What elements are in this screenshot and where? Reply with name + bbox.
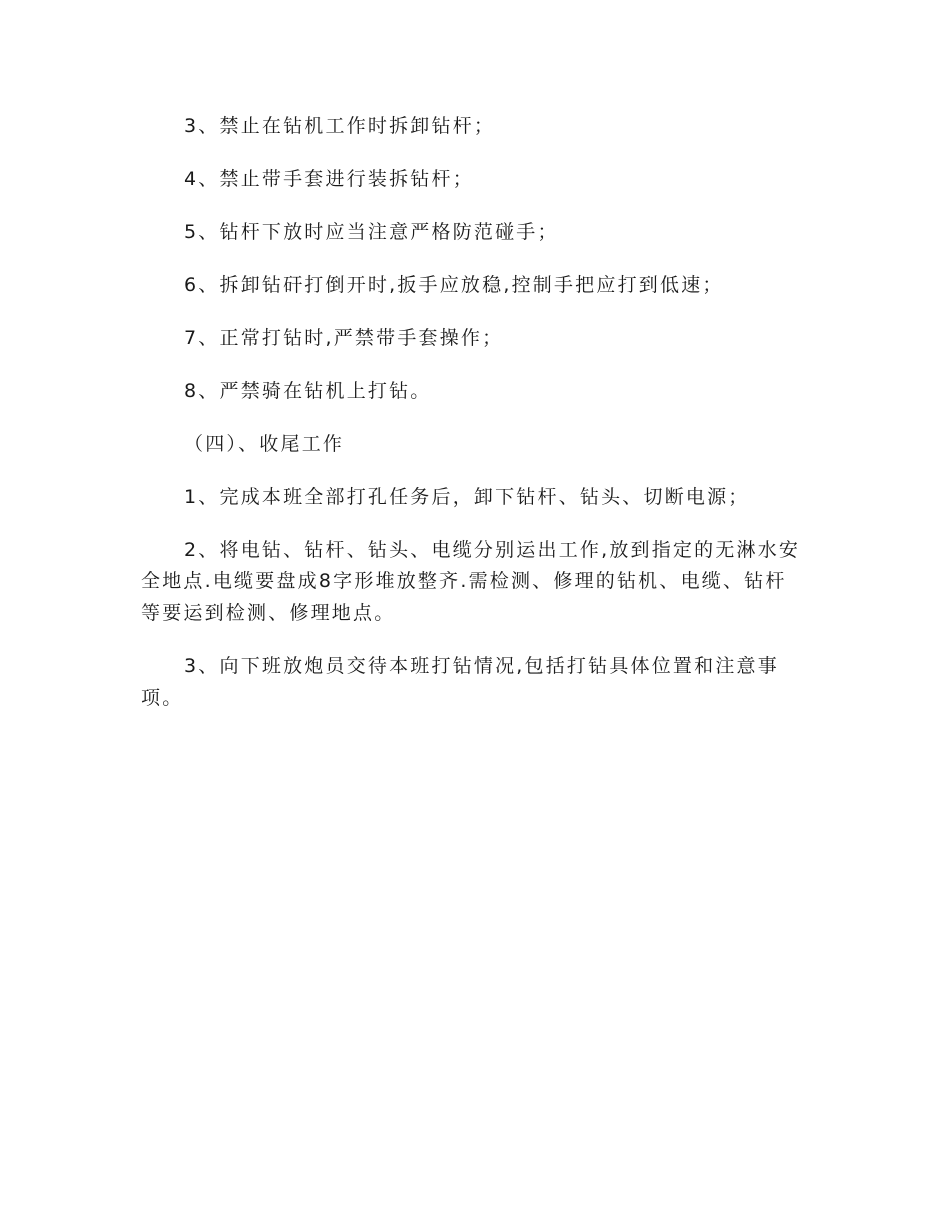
paragraph-item-8-no-riding: 8、严禁骑在钻机上打钻。 <box>184 379 432 402</box>
section-heading-closing-work: （四）、收尾工作 <box>184 432 345 455</box>
paragraph-item-3-no-removing-rod: 3、禁止在钻机工作时拆卸钻杆； <box>184 115 496 137</box>
paragraph-closing-1-power-off: 1、完成本班全部打孔任务后，卸下钻杆、钻头、切断电源； <box>184 485 750 508</box>
document-body <box>141 111 807 736</box>
paragraph-item-6-wrench-stability: 6、拆卸钻矸打倒开时,扳手应放稳,控制手把应打到低速； <box>184 273 724 296</box>
paragraph-item-4-no-gloves-rod: 4、禁止带手套进行装拆钻杆； <box>184 167 474 190</box>
paragraph-item-7-no-gloves-drilling: 7、正常打钻时,严禁带手套操作； <box>184 326 504 349</box>
paragraph-closing-2-transport: 2、将电钻、钻杆、钻头、电缆分别运出工作,放到指定的无淋水安全地点.电缆要盘成8字形堆放整齐.需检测、修理的钻机、电缆、钻杆等要运到检测、修理地点。 <box>141 538 801 625</box>
paragraph-item-5-rod-lowering: 5、钻杆下放时应当注意严格防范碰手； <box>184 220 559 243</box>
paragraph-closing-3-handover: 3、向下班放炮员交待本班打钻情况,包括打钻具体位置和注意事项。 <box>141 655 779 709</box>
